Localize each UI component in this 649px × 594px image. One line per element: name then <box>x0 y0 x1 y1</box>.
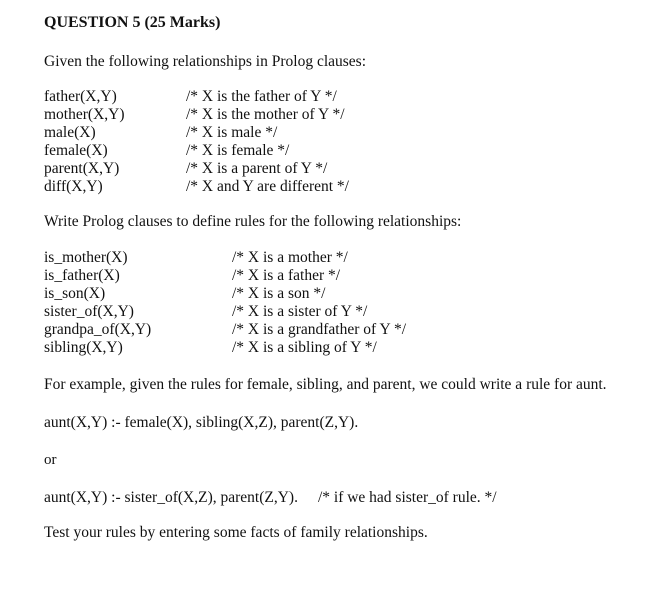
clause-code: diff(X,Y) <box>44 178 103 195</box>
clause-comment: /* X is female */ <box>186 142 290 159</box>
clause-comment: /* X is male */ <box>186 124 278 141</box>
rule-code: grandpa_of(X,Y) <box>44 321 152 338</box>
example-rule-2-line <box>44 489 497 507</box>
rule-comment: /* X is a grandfather of Y */ <box>232 321 407 338</box>
example-rule-1: aunt(X,Y) :- female(X), sibling(X,Z), parent(Z,Y). <box>44 414 359 431</box>
closing-text: Test your rules by entering some facts of family relationships. <box>44 524 428 541</box>
rule-comment: /* X is a mother */ <box>232 249 348 266</box>
rule-comment: /* X is a son */ <box>232 285 326 302</box>
clause-comment: /* X is the mother of Y */ <box>186 106 345 123</box>
example-rule-2: aunt(X,Y) :- sister_of(X,Z), parent(Z,Y). <box>44 489 298 506</box>
rule-code: is_mother(X) <box>44 249 128 266</box>
clause-comment: /* X is a parent of Y */ <box>186 160 328 177</box>
task-text: Write Prolog clauses to define rules for the following relationships: <box>44 213 462 230</box>
example-intro: For example, given the rules for female, sibling, and parent, we could write a rule for aunt. <box>44 376 607 393</box>
clause-code: mother(X,Y) <box>44 106 125 123</box>
rule-code: sister_of(X,Y) <box>44 303 134 320</box>
clause-code: father(X,Y) <box>44 88 117 105</box>
or-text: or <box>44 452 57 468</box>
intro-text: Given the following relationships in Prolog clauses: <box>44 53 367 70</box>
rule-code: is_father(X) <box>44 267 120 284</box>
clause-comment: /* X is the father of Y */ <box>186 88 337 105</box>
rule-code: sibling(X,Y) <box>44 339 123 356</box>
clause-comment: /* X and Y are different */ <box>186 178 349 195</box>
rule-comment: /* X is a sister of Y */ <box>232 303 368 320</box>
clause-code: female(X) <box>44 142 108 159</box>
clause-code: male(X) <box>44 124 96 141</box>
example-rule-2-comment: /* if we had sister_of rule. */ <box>317 489 497 506</box>
question-title: QUESTION 5 (25 Marks) <box>44 14 221 31</box>
clause-code: parent(X,Y) <box>44 160 120 177</box>
rule-comment: /* X is a sibling of Y */ <box>232 339 377 356</box>
rule-code: is_son(X) <box>44 285 106 302</box>
rule-comment: /* X is a father */ <box>232 267 341 284</box>
